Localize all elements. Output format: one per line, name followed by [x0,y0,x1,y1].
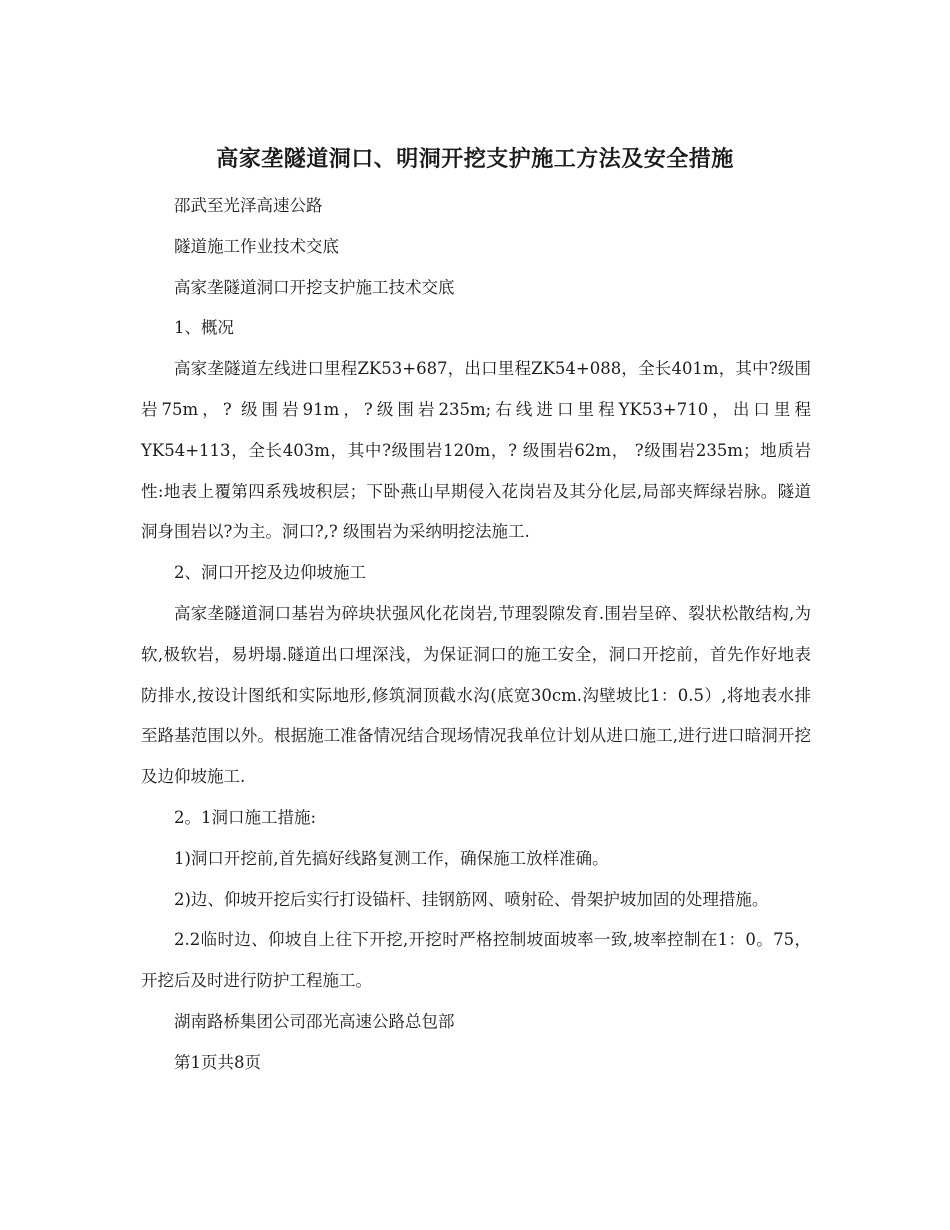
subsection-temporary-slopes: 2.2临时边、仰坡自上往下开挖,开挖时严格控制坡面坡率一致,坡率控制在1：0。75，开挖后及时进行防护工程施工。 [141,930,811,991]
document-type: 隧道施工作业技术交底 [174,236,339,256]
measure-item-2: 2)边、仰坡开挖后实行打设锚杆、挂钢筋网、喷射砼、骨架护坡加固的处理措施。 [174,889,769,909]
organization-name: 湖南路桥集团公司邵光高速公路总包部 [174,1011,455,1031]
document-subtitle: 高家垄隧道洞口开挖支护施工技术交底 [174,277,455,297]
paragraph-overview: 高家垄隧道左线进口里程ZK53+687，出口里程ZK54+088，全长401m，其中?级围岩75m，? 级围岩91m，?级围岩235m;右线进口里程YK53+710，出口里程YK54+113，全长403m，其中?级围岩120m，? 级围岩62m， ?级围岩235m；地质岩性:地表上覆第四系残坡积层；下卧燕山早期侵入花岗岩及其分化层,局部夹辉绿岩脉。隧道洞身围岩以?为主。洞口?,? 级围岩为采纳明挖法施工. [141,359,811,542]
section-heading-portal-excavation: 2、洞口开挖及边仰坡施工 [174,563,366,583]
project-name: 邵武至光泽高速公路 [174,196,323,215]
paragraph-portal-excavation: 高家垄隧道洞口基岩为碎块状强风化花岗岩,节理裂隙发育.围岩呈碎、裂状松散结构,为软,极软岩，易坍塌.隧道出口埋深浅，为保证洞口的施工安全，洞口开挖前，首先作好地表防排水,按设计图纸和实际地形,修筑洞顶截水沟(底宽30cm.沟壁坡比1：0.5）,将地表水排至路基范围以外。根据施工准备情况结合现场情况我单位计划从进口施工,进行进口暗洞开挖及边仰坡施工. [141,603,811,787]
document-body [141,186,811,1084]
document-title: 高家垄隧道洞口、明洞开挖支护施工方法及安全措施 [216,146,734,172]
page-number: 第1页共8页 [174,1052,261,1072]
subsection-heading-portal-measures: 2。1洞口施工措施: [174,807,317,827]
section-heading-overview: 1、概况 [174,318,234,338]
measure-item-1: 1)洞口开挖前,首先搞好线路复测工作，确保施工放样准确。 [174,848,609,868]
